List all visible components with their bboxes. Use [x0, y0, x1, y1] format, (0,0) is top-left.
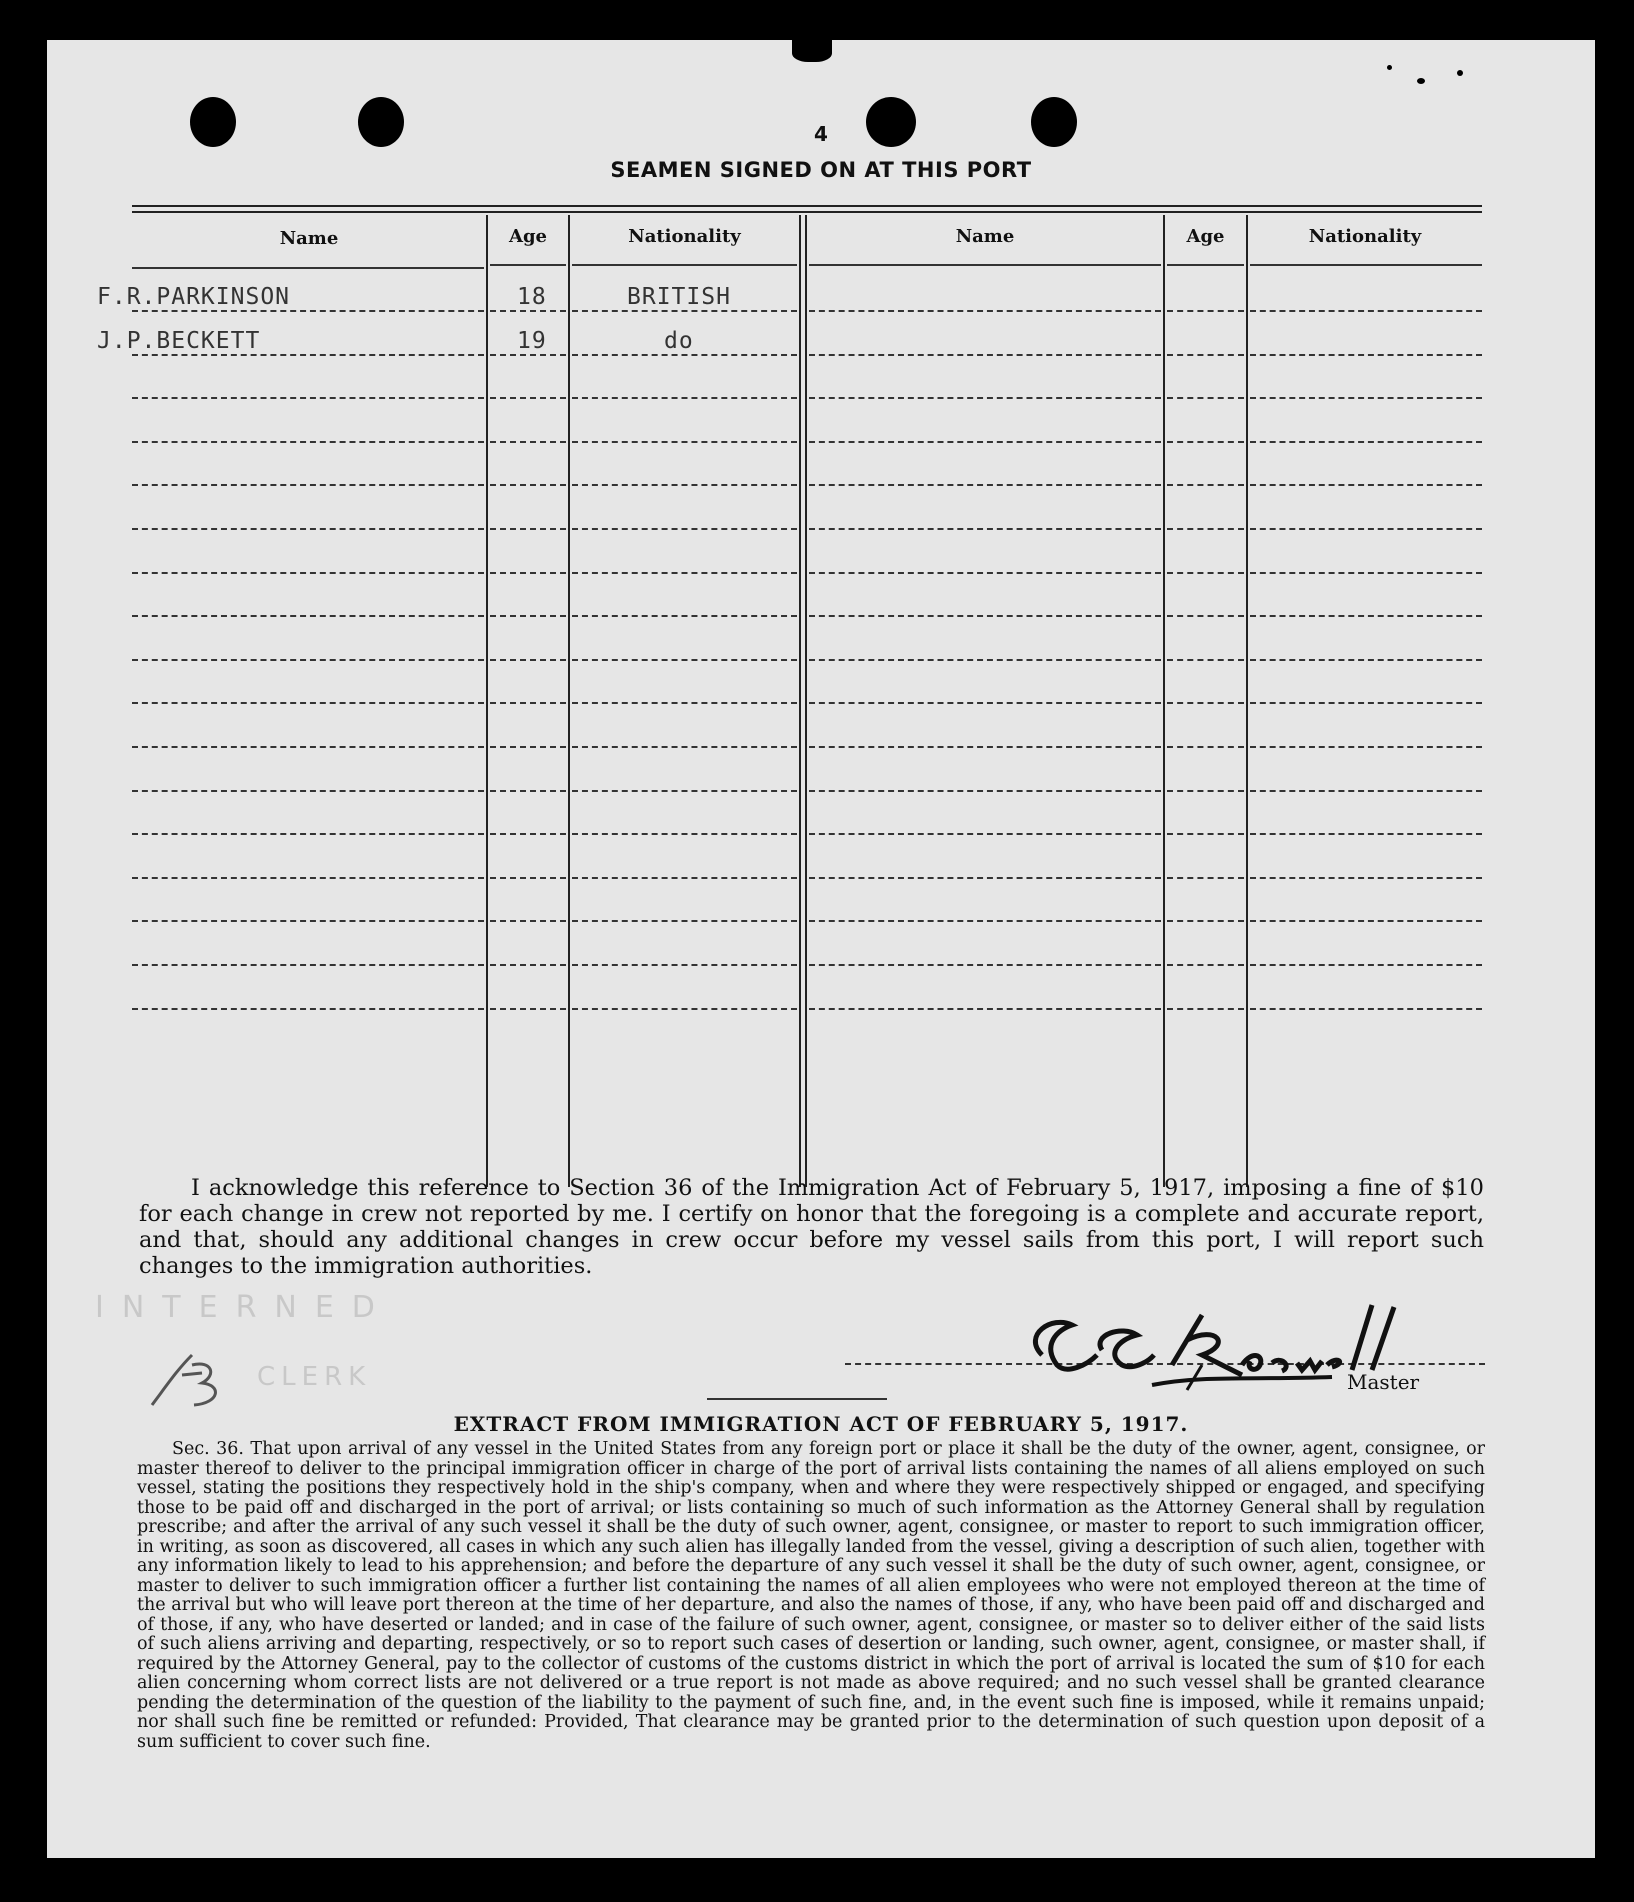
table-row-line — [1167, 615, 1244, 617]
table-row-line — [572, 484, 797, 486]
table-row-line — [1250, 833, 1482, 835]
table-row-line — [809, 702, 1161, 704]
table-row-line — [809, 877, 1161, 879]
table-row-line — [572, 572, 797, 574]
table-row-line — [1167, 746, 1244, 748]
table-row-line — [132, 354, 484, 356]
pencil-initials — [132, 1345, 242, 1415]
table-row-line — [1167, 354, 1244, 356]
table-row-line — [572, 397, 797, 399]
table-row-line — [132, 964, 484, 966]
table-row-line — [1167, 572, 1244, 574]
table-row-line — [132, 920, 484, 922]
table-row-line — [572, 833, 797, 835]
table-row-line — [572, 310, 797, 312]
table-row-line — [490, 790, 566, 792]
document-page — [47, 40, 1595, 1858]
table-row-line — [1167, 964, 1244, 966]
table-row-line — [132, 484, 484, 486]
table-row-line — [572, 920, 797, 922]
table-row-line — [809, 964, 1161, 966]
row-2-nationality: do — [664, 328, 694, 354]
table-row-line — [490, 702, 566, 704]
table-row-line — [572, 746, 797, 748]
table-row-line — [1250, 964, 1482, 966]
column-divider — [805, 215, 807, 1187]
header-rule — [490, 264, 566, 266]
table-row-line — [1250, 441, 1482, 443]
column-divider — [486, 215, 488, 1187]
table-row-line — [132, 877, 484, 879]
table-row-line — [132, 615, 484, 617]
table-row-line — [490, 659, 566, 661]
row-2-name: J.P.BECKETT — [97, 328, 261, 354]
table-row-line — [1167, 659, 1244, 661]
table-row-line — [490, 354, 566, 356]
row-1-name: F.R.PARKINSON — [97, 284, 291, 310]
table-row-line — [572, 659, 797, 661]
table-row-line — [1167, 528, 1244, 530]
table-row-line — [1167, 397, 1244, 399]
statute-paragraph: Sec. 36. That upon arrival of any vessel in the United States from any foreign port or place it shall be the duty of the owner, agent, consignee, or master thereof to deliver to the principal immigration officer in charge of the port of arrival lists containing the names of all aliens employed on such vessel, stating the positions they respectively hold in the ship's company, when and where they were respectively shipped or engaged, and specifying those to be paid off and discharged in the port of arrival; or lists containing so much of such information as the Attorney General shall by regulation prescribe; and after the arrival of any such vessel it shall be the duty of such owner, agent, consignee, or master to report to such immigration officer, in writing, as soon as discovered, all cases in which any such alien has illegally landed from the vessel, giving a description of such alien, together with any information likely to lead to his apprehension; and before the departure of any such vessel it shall be the duty of such owner, agent, consignee, or master to deliver to such immigration officer a further list containing the names of all alien employees who were not employed thereon at the time of the arrival but who will leave port thereon at the time of her departure, and also the names of those, if any, who have been paid off and discharged and of those, if any, who have deserted or landed; and in case of the failure of such owner, agent, consignee, or master so to deliver either of the said lists of such aliens arriving and departing, respectively, or so to report such cases of desertion or landing, such owner, agent, consignee, or master shall, if required by the Attorney General, pay to the collector of customs of the customs district in which the port of arrival is located the sum of $10 for each alien concerning whom correct lists are not delivered or a true report is not made as above required; and no such vessel shall be granted clearance pending the determination of the question of the liability to the payment of such fine, and, in the event such fine is imposed, while it remains unpaid; nor shall such fine be remitted or refunded: Provided, That clearance may be granted prior to the determination of such question upon deposit of a sum sufficient to cover such fine. — [137, 1439, 1485, 1752]
header-rule — [132, 267, 484, 269]
table-row-line — [572, 528, 797, 530]
table-row-line — [132, 1008, 484, 1010]
statute-text — [137, 1440, 1485, 1752]
table-row-line — [1250, 920, 1482, 922]
header-name-right: Name — [955, 226, 1015, 247]
table-row-line — [809, 920, 1161, 922]
table-row-line — [132, 833, 484, 835]
table-row-line — [1250, 354, 1482, 356]
table-row-line — [809, 746, 1161, 748]
table-row-line — [1250, 484, 1482, 486]
table-row-line — [572, 615, 797, 617]
table-row-line — [490, 441, 566, 443]
table-row-line — [1250, 790, 1482, 792]
table-row-line — [572, 790, 797, 792]
table-row-line — [1250, 746, 1482, 748]
table-row-line — [490, 833, 566, 835]
table-row-line — [809, 484, 1161, 486]
table-row-line — [132, 528, 484, 530]
section-title: SEAMEN SIGNED ON AT THIS PORT — [610, 158, 1032, 182]
table-row-line — [490, 397, 566, 399]
header-age-right: Age — [1186, 226, 1225, 247]
table-row-line — [1250, 877, 1482, 879]
table-row-line — [809, 833, 1161, 835]
table-row-line — [490, 310, 566, 312]
table-row-line — [1167, 790, 1244, 792]
column-divider — [799, 215, 801, 1187]
table-row-line — [490, 615, 566, 617]
table-row-line — [1250, 310, 1482, 312]
table-row-line — [1250, 528, 1482, 530]
table-row-line — [809, 615, 1161, 617]
column-divider — [1246, 215, 1248, 1187]
header-age-left: Age — [508, 226, 547, 247]
table-row-line — [809, 310, 1161, 312]
header-nationality-right: Nationality — [1308, 226, 1422, 247]
table-row-line — [809, 397, 1161, 399]
header-nationality-left: Nationality — [628, 226, 741, 247]
row-1-nationality: BRITISH — [627, 284, 731, 310]
table-row-line — [1167, 702, 1244, 704]
table-row-line — [490, 920, 566, 922]
table-row-line — [132, 572, 484, 574]
table-row-line — [490, 528, 566, 530]
table-row-line — [490, 572, 566, 574]
page-number: 4 — [814, 122, 828, 146]
header-name-left: Name — [279, 228, 339, 249]
acknowledgement-text — [139, 1175, 1484, 1279]
header-rule — [1167, 264, 1244, 266]
table-row-line — [490, 746, 566, 748]
table-row-line — [572, 877, 797, 879]
table-row-line — [809, 441, 1161, 443]
table-row-line — [1167, 441, 1244, 443]
table-row-line — [809, 572, 1161, 574]
table-row-line — [132, 746, 484, 748]
table-row-line — [132, 790, 484, 792]
table-row-line — [809, 1008, 1161, 1010]
table-row-line — [490, 1008, 566, 1010]
table-row-line — [132, 441, 484, 443]
table-row-line — [1250, 615, 1482, 617]
row-1-age: 18 — [517, 284, 547, 310]
header-rule — [1250, 264, 1482, 266]
header-rule — [572, 264, 797, 266]
table-row-line — [572, 1008, 797, 1010]
divider-rule — [707, 1398, 887, 1400]
table-row-line — [572, 964, 797, 966]
extract-title: EXTRACT FROM IMMIGRATION ACT OF FEBRUARY 5, 1917. — [453, 1412, 1189, 1436]
row-2-age: 19 — [517, 328, 547, 354]
table-row-line — [809, 659, 1161, 661]
header-rule — [809, 264, 1161, 266]
crew-table — [47, 40, 1595, 1180]
table-row-line — [1167, 920, 1244, 922]
master-signature — [1002, 1295, 1402, 1395]
table-row-line — [1167, 877, 1244, 879]
table-row-line — [1250, 702, 1482, 704]
table-row-line — [132, 659, 484, 661]
table-row-line — [490, 484, 566, 486]
table-row-line — [572, 702, 797, 704]
table-row-line — [1250, 572, 1482, 574]
faint-stamp-line-1: INTERNED — [95, 1290, 393, 1325]
table-row-line — [572, 354, 797, 356]
table-row-line — [1250, 1008, 1482, 1010]
table-row-line — [132, 397, 484, 399]
table-row-line — [1250, 659, 1482, 661]
table-row-line — [809, 790, 1161, 792]
table-row-line — [490, 877, 566, 879]
table-row-line — [809, 528, 1161, 530]
table-row-line — [1167, 833, 1244, 835]
table-row-line — [490, 964, 566, 966]
table-row-line — [1167, 310, 1244, 312]
table-row-line — [1167, 484, 1244, 486]
column-divider — [1163, 215, 1165, 1187]
table-row-line — [132, 310, 484, 312]
table-row-line — [132, 702, 484, 704]
table-row-line — [1167, 1008, 1244, 1010]
signature-role-label: Master — [1347, 1370, 1420, 1394]
table-row-line — [572, 441, 797, 443]
column-divider — [568, 215, 570, 1187]
table-row-line — [1250, 397, 1482, 399]
table-row-line — [809, 354, 1161, 356]
acknowledgement-paragraph: I acknowledge this reference to Section 36 of the Immigration Act of February 5, 1917, imposing a fine of $10 for each change in crew not reported by me. I certify on honor that the foregoing is a complete and accurate report, and that, should any additional changes in crew occur before my vessel sails from this port, I will report such changes to the immigration authorities. — [139, 1175, 1484, 1279]
faint-stamp-line-2: CLERK — [257, 1362, 372, 1392]
